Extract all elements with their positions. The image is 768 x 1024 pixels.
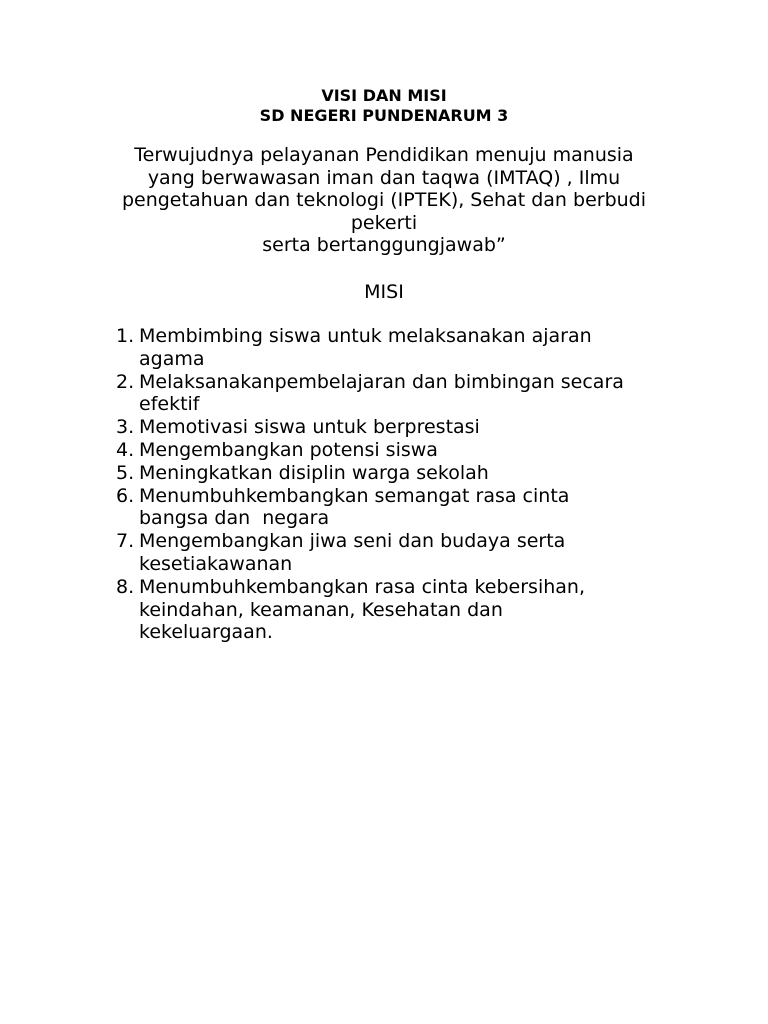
misi-heading: MISI <box>364 281 404 303</box>
list-item <box>0 576 699 644</box>
title-line-2: SD NEGERI PUNDENARUM 3 <box>259 106 509 125</box>
list-item-text: Melaksanakanpembelajaran dan bimbingan secara <box>139 370 624 393</box>
list-item-text: Memotivasi siswa untuk berprestasi <box>139 416 480 439</box>
list-item-text: Mengembangkan jiwa seni dan budaya serta <box>139 530 566 553</box>
misi-list <box>0 325 699 644</box>
visi-line: pekerti <box>350 211 418 234</box>
visi-line: yang berwawasan iman dan taqwa (IMTAQ) , Ilmu <box>147 166 621 189</box>
list-item-number: 4. <box>116 438 135 461</box>
list-item <box>0 325 699 371</box>
list-item-text: Menumbuhkembangkan rasa cinta kebersihan, <box>139 575 585 598</box>
list-item <box>0 416 699 439</box>
list-item-text: Meningkatkan disiplin warga sekolah <box>139 461 489 484</box>
list-item <box>0 530 699 576</box>
document-title <box>0 86 768 126</box>
title-line-1: VISI DAN MISI <box>321 86 447 105</box>
list-item-text: keindahan, keamanan, Kesehatan dan <box>139 598 503 621</box>
list-item-number: 1. <box>116 325 135 347</box>
list-item-text: Membimbing siswa untuk melaksanakan ajaran <box>139 325 592 347</box>
list-item-text: Mengembangkan potensi siswa <box>139 438 438 461</box>
list-item-text: efektif <box>139 393 200 416</box>
visi-line: serta bertanggungjawab” <box>262 234 506 256</box>
list-item-text: kesetiakawanan <box>139 552 293 575</box>
list-item <box>0 371 699 417</box>
list-item-number: 2. <box>116 370 135 393</box>
list-item-number: 8. <box>116 575 135 598</box>
list-item-number: 5. <box>116 461 135 484</box>
list-item <box>0 439 699 462</box>
visi-line: pengetahuan dan teknologi (IPTEK), Sehat dan berbudi <box>121 189 647 211</box>
list-item-number: 3. <box>116 416 135 439</box>
list-item-number: 6. <box>116 484 135 507</box>
list-item <box>0 462 699 485</box>
list-item-number: 7. <box>116 530 135 553</box>
list-item-text: bangsa dan negara <box>139 507 330 530</box>
list-item-text: agama <box>139 347 205 370</box>
visi-paragraph <box>92 144 676 257</box>
list-item-text: Menumbuhkembangkan semangat rasa cinta <box>139 484 570 507</box>
list-item-text: kekeluargaan. <box>139 621 273 644</box>
list-item <box>0 485 699 531</box>
visi-line: Terwujudnya pelayanan Pendidikan menuju manusia <box>134 144 634 166</box>
